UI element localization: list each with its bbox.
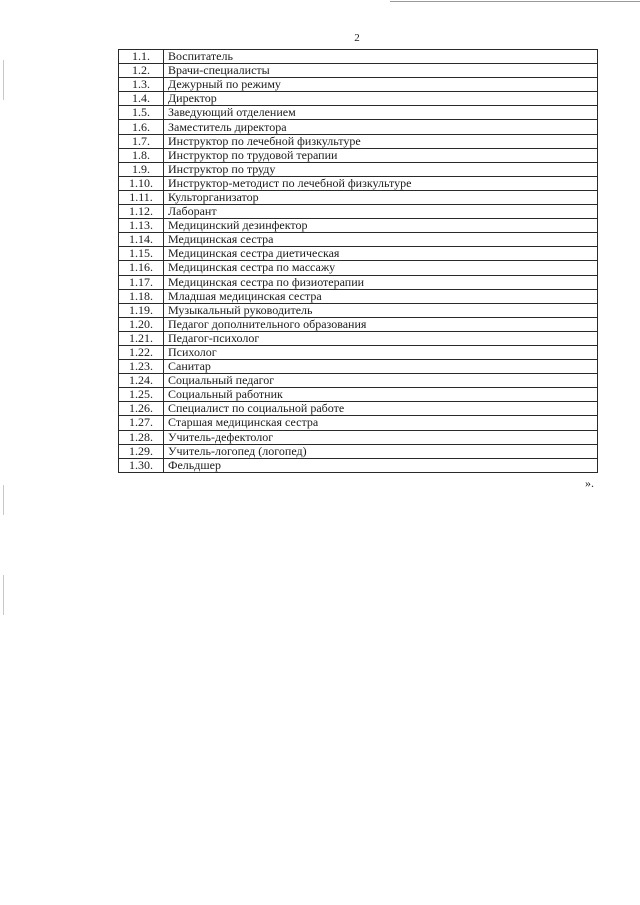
position-title: Заведующий отделением xyxy=(164,106,598,120)
position-title: Социальный педагог xyxy=(164,374,598,388)
row-number: 1.25. xyxy=(119,388,164,402)
table-row xyxy=(119,247,598,261)
scan-edge-mark xyxy=(3,485,4,515)
table-row xyxy=(119,106,598,120)
position-title: Воспитатель xyxy=(164,50,598,64)
table-row xyxy=(119,205,598,219)
row-number: 1.17. xyxy=(119,275,164,289)
position-title: Учитель-дефектолог xyxy=(164,430,598,444)
position-title: Фельдшер xyxy=(164,458,598,472)
row-number: 1.19. xyxy=(119,303,164,317)
position-title: Лаборант xyxy=(164,205,598,219)
row-number: 1.5. xyxy=(119,106,164,120)
row-number: 1.29. xyxy=(119,444,164,458)
row-number: 1.14. xyxy=(119,233,164,247)
table-row xyxy=(119,78,598,92)
position-title: Младшая медицинская сестра xyxy=(164,289,598,303)
table-row xyxy=(119,388,598,402)
row-number: 1.20. xyxy=(119,317,164,331)
table-row xyxy=(119,444,598,458)
table-row xyxy=(119,162,598,176)
row-number: 1.3. xyxy=(119,78,164,92)
position-title: Медицинская сестра диетическая xyxy=(164,247,598,261)
row-number: 1.24. xyxy=(119,374,164,388)
row-number: 1.16. xyxy=(119,261,164,275)
table-row xyxy=(119,148,598,162)
row-number: 1.27. xyxy=(119,416,164,430)
position-title: Медицинская сестра по физиотерапии xyxy=(164,275,598,289)
table-row xyxy=(119,64,598,78)
position-title: Культорганизатор xyxy=(164,190,598,204)
table-row xyxy=(119,275,598,289)
row-number: 1.1. xyxy=(119,50,164,64)
table-row xyxy=(119,374,598,388)
table-row xyxy=(119,303,598,317)
table-row xyxy=(119,416,598,430)
row-number: 1.18. xyxy=(119,289,164,303)
table-row xyxy=(119,289,598,303)
position-title: Медицинский дезинфектор xyxy=(164,219,598,233)
position-title: Медицинская сестра по массажу xyxy=(164,261,598,275)
table-row xyxy=(119,345,598,359)
table-row xyxy=(119,134,598,148)
position-title: Медицинская сестра xyxy=(164,233,598,247)
row-number: 1.12. xyxy=(119,205,164,219)
table-row xyxy=(119,176,598,190)
position-title: Инструктор по труду xyxy=(164,162,598,176)
position-title: Социальный работник xyxy=(164,388,598,402)
positions-table xyxy=(118,49,598,473)
table-row xyxy=(119,360,598,374)
position-title: Инструктор по лечебной физкультуре xyxy=(164,134,598,148)
table-row xyxy=(119,92,598,106)
row-number: 1.9. xyxy=(119,162,164,176)
position-title: Врачи-специалисты xyxy=(164,64,598,78)
position-title: Санитар xyxy=(164,360,598,374)
row-number: 1.13. xyxy=(119,219,164,233)
table-row xyxy=(119,233,598,247)
position-title: Специалист по социальной работе xyxy=(164,402,598,416)
table-row xyxy=(119,219,598,233)
scan-edge-mark xyxy=(3,60,4,100)
table-row xyxy=(119,120,598,134)
row-number: 1.22. xyxy=(119,345,164,359)
row-number: 1.26. xyxy=(119,402,164,416)
table-row xyxy=(119,261,598,275)
position-title: Инструктор-методист по лечебной физкультуре xyxy=(164,176,598,190)
row-number: 1.7. xyxy=(119,134,164,148)
table-row xyxy=(119,458,598,472)
scan-edge-mark xyxy=(3,575,4,615)
table-row xyxy=(119,331,598,345)
row-number: 1.28. xyxy=(119,430,164,444)
table-row xyxy=(119,190,598,204)
row-number: 1.30. xyxy=(119,458,164,472)
row-number: 1.2. xyxy=(119,64,164,78)
row-number: 1.21. xyxy=(119,331,164,345)
table-row xyxy=(119,50,598,64)
row-number: 1.15. xyxy=(119,247,164,261)
closing-quote-mark: ». xyxy=(585,476,594,490)
position-title: Педагог дополнительного образования xyxy=(164,317,598,331)
position-title: Педагог-психолог xyxy=(164,331,598,345)
position-title: Заместитель директора xyxy=(164,120,598,134)
position-title: Психолог xyxy=(164,345,598,359)
page-number: 2 xyxy=(354,32,360,44)
table-row xyxy=(119,430,598,444)
row-number: 1.6. xyxy=(119,120,164,134)
positions-table-body xyxy=(119,50,598,473)
position-title: Учитель-логопед (логопед) xyxy=(164,444,598,458)
position-title: Директор xyxy=(164,92,598,106)
table-row xyxy=(119,402,598,416)
position-title: Музыкальный руководитель xyxy=(164,303,598,317)
position-title: Инструктор по трудовой терапии xyxy=(164,148,598,162)
table-row xyxy=(119,317,598,331)
position-title: Старшая медицинская сестра xyxy=(164,416,598,430)
position-title: Дежурный по режиму xyxy=(164,78,598,92)
scan-top-line xyxy=(390,1,640,2)
row-number: 1.10. xyxy=(119,176,164,190)
row-number: 1.23. xyxy=(119,360,164,374)
row-number: 1.8. xyxy=(119,148,164,162)
row-number: 1.11. xyxy=(119,190,164,204)
row-number: 1.4. xyxy=(119,92,164,106)
